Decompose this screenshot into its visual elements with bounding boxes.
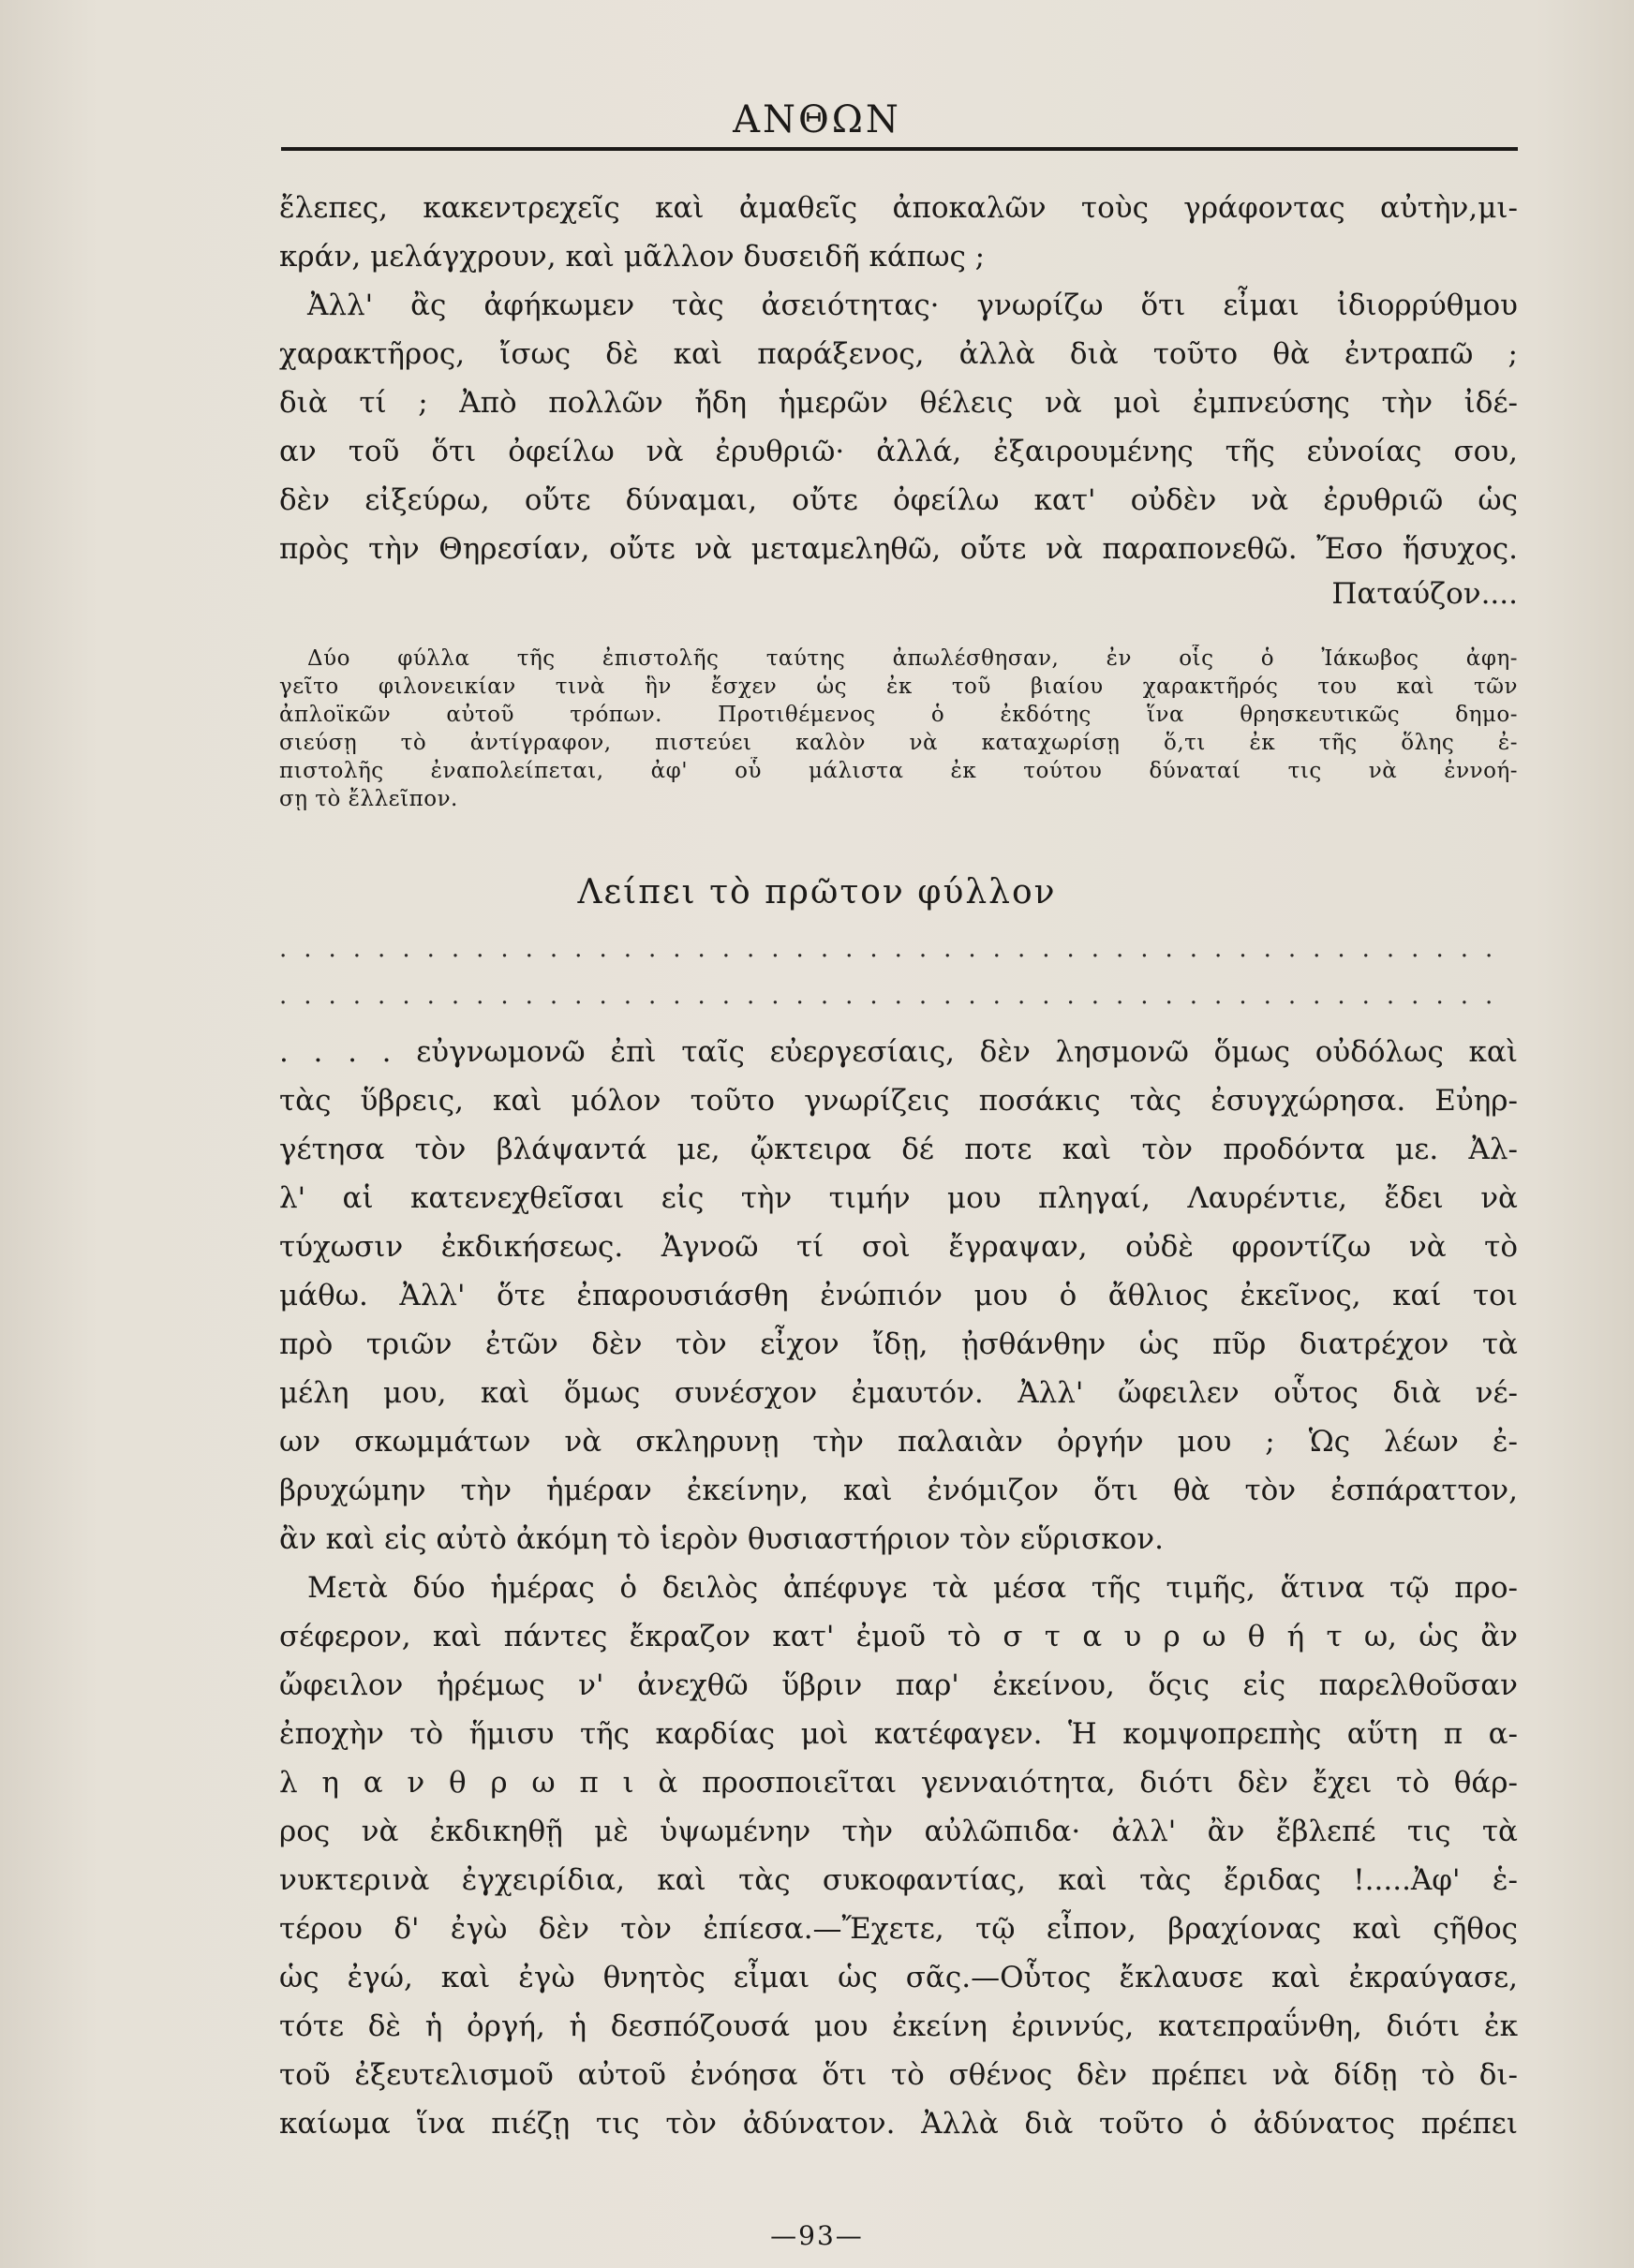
text-line: μέλη μου, καὶ ὅμως συνέσχον ἐμαυτόν. Ἀλλ' ὤφειλεν οὗτος διὰ νέ- — [279, 1376, 1518, 1410]
text-line: . . . . εὐγνωμονῶ ἐπὶ ταῖς εὐεργεσίαις, δὲν λησμονῶ ὅμως οὐδόλως καὶ — [279, 1035, 1518, 1069]
text-line: δὲν εἰξεύρω, οὔτε δύναμαι, οὔτε ὀφείλω κατ' οὐδὲν νὰ ἐρυθριῶ ὡς — [279, 483, 1518, 517]
text-line: διὰ τί ; Ἀπὸ πολλῶν ἤδη ἡμερῶν θέλεις νὰ μοὶ ἐμπνεύσης τὴν ἰδέ- — [279, 386, 1518, 420]
text-line: νυκτερινὰ ἐγχειρίδια, καὶ τὰς συκοφαντίας, καὶ τὰς ἔριδας !.....Ἀφ' ἑ- — [279, 1863, 1518, 1897]
note-line: σιεύσῃ τὸ ἀντίγραφον, πιστεύει καλὸν νὰ καταχωρίσῃ ὅ,τι ἐκ τῆς ὅλης ἐ- — [279, 731, 1518, 755]
text-line: Ἀλλ' ἂς ἀφήκωμεν τὰς ἀσειότητας· γνωρίζω ὅτι εἶμαι ἰδιορρύθμου — [307, 289, 1518, 322]
note-line: πιστολῆς ἐναπολείπεται, ἀφ' οὗ μάλιστα ἐκ τούτου δύναταί τις νὰ ἐννοή- — [279, 759, 1518, 783]
text-line: ἂν καὶ εἰς αὐτὸ ἀκόμη τὸ ἱερὸν θυσιαστήριον τὸν εὕρισκον. — [279, 1522, 1164, 1556]
editor-note — [279, 645, 1518, 813]
text-line: ἐποχὴν τὸ ἥμισυ τῆς καρδίας μοὶ κατέφαγεν. Ἡ κομψοπρεπὴς αὕτη π α- — [279, 1717, 1518, 1751]
text-line: τὰς ὕβρεις, καὶ μόλον τοῦτο γνωρίζεις ποσάκις τὰς ἐσυγχώρησα. Εὐηρ- — [279, 1084, 1518, 1118]
text-line: καίωμα ἵνα πιέζῃ τις τὸν ἀδύνατον. Ἀλλὰ διὰ τοῦτο ὁ ἀδύνατος πρέπει — [279, 2107, 1518, 2141]
text-line: ρος νὰ ἐκδικηθῇ μὲ ὑψωμένην τὴν αὐλῶπιδα· ἀλλ' ἂν ἔβλεπέ τις τὰ — [279, 1815, 1518, 1848]
top-paragraph — [279, 184, 1518, 615]
text-line: τοῦ ἐξευτελισμοῦ αὐτοῦ ἐνόησα ὅτι τὸ σθένος δὲν πρέπει νὰ δίδῃ τὸ δι- — [279, 2058, 1518, 2092]
text-line: μάθω. Ἀλλ' ὅτε ἐπαρουσιάσθη ἐνώπιόν μου ὁ ἄθλιος ἐκεῖνος, καί τοι — [279, 1279, 1518, 1312]
text-line: ὤφειλον ἠρέμως ν' ἀνεχθῶ ὕβριν παρ' ἐκείνου, ὅςις εἰς παρελθοῦσαν — [279, 1668, 1518, 1702]
text-line: λ' αἱ κατενεχθεῖσαι εἰς τὴν τιμήν μου πληγαί, Λαυρέντιε, ἔδει νὰ — [279, 1181, 1518, 1215]
text-line: ἔλεπες, κακεντρεχεῖς καὶ ἀμαθεῖς ἀποκαλῶν τοὺς γράφοντας αὐτὴν,μι- — [279, 191, 1518, 225]
running-header: ΑΝΘΩΝ — [733, 98, 901, 141]
text-line: πρὸς τὴν Θηρεσίαν, οὔτε νὰ μεταμεληθῶ, οὔτε νὰ παραπονεθῶ. Ἔσο ἥσυχος. — [279, 532, 1518, 566]
text-line: Μετὰ δύο ἡμέρας ὁ δειλὸς ἀπέφυγε τὰ μέσα τῆς τιμῆς, ἅτινα τῷ προ- — [307, 1571, 1518, 1605]
note-line: σῃ τὸ ἔλλεῖπον. — [279, 787, 458, 811]
note-line: Δύο φύλλα τῆς ἐπιστολῆς ταύτης ἀπωλέσθησαν, ἐν οἷς ὁ Ἰάκωβος ἀφη- — [307, 646, 1518, 671]
second-paragraph — [279, 1564, 1518, 2148]
text-line: κράν, μελάγχρουν, καὶ μᾶλλον δυσειδῆ κάπως ; — [279, 240, 986, 274]
ellipsis-row: .................................................. — [279, 982, 1510, 1010]
text-line: χαρακτῆρος, ἴσως δὲ καὶ παράξενος, ἀλλὰ διὰ τοῦτο θὰ ἐντραπῶ ; — [279, 337, 1518, 371]
note-line: γεῖτο φιλονεικίαν τινὰ ἣν ἔσχεν ὡς ἐκ τοῦ βιαίου χαρακτῆρός του καὶ τῶν — [279, 674, 1518, 699]
text-line: αν τοῦ ὅτι ὀφείλω νὰ ἐρυθριῶ· ἀλλά, ἐξαιρουμένης τῆς εὐνοίας σου, — [279, 435, 1518, 468]
page-number: —93— — [770, 2220, 864, 2251]
text-line: σέφερον, καὶ πάντες ἔκραζον κατ' ἐμοῦ τὸ σ τ α υ ρ ω θ ή τ ω, ὡς ἂν — [279, 1620, 1518, 1653]
note-line: ἀπλοϊκῶν αὐτοῦ τρόπων. Προτιθέμενος ὁ ἐκδότης ἵνα θρησκευτικῶς δημο- — [279, 703, 1518, 727]
text-line: τύχωσιν ἐκδικήσεως. Ἀγνοῶ τί σοὶ ἔγραψαν, οὐδὲ φροντίζω νὰ τὸ — [279, 1230, 1518, 1264]
text-line: γέτησα τὸν βλάψαντά με, ᾤκτειρα δέ ποτε καὶ τὸν προδόντα με. Ἀλ- — [279, 1133, 1518, 1166]
ellipsis-row: .................................................. — [279, 935, 1510, 963]
section-heading: Λείπει τὸ πρῶτον φύλλον — [577, 873, 1057, 912]
text-line: πρὸ τριῶν ἐτῶν δὲν τὸν εἶχον ἴδῃ, ᾐσθάνθην ὡς πῦρ διατρέχον τὰ — [279, 1327, 1518, 1361]
text-line: λ η α ν θ ρ ω π ι ὰ προσποιεῖται γενναιότητα, διότι δὲν ἔχει τὸ θάρ- — [279, 1766, 1518, 1800]
text-line: βρυχώμην τὴν ἡμέραν ἐκείνην, καὶ ἐνόμιζον ὅτι θὰ τὸν ἐσπάραττον, — [279, 1474, 1518, 1507]
main-paragraph — [279, 1028, 1518, 1564]
signature: Παταύζον.... — [1331, 577, 1518, 611]
text-line: ὡς ἐγώ, καὶ ἐγὼ θνητὸς εἶμαι ὡς σᾶς.—Οὗτος ἔκλαυσε καὶ ἐκραύγασε, — [279, 1961, 1518, 1994]
text-line: τέρου δ' ἐγὼ δὲν τὸν ἐπίεσα.—Ἔχετε, τῷ εἶπον, βραχίονας καὶ ςῆθος — [279, 1912, 1518, 1946]
text-line: τότε δὲ ἡ ὀργή, ἡ δεσπόζουσά μου ἐκείνη ἐριννύς, κατεπραΰνθη, διότι ἐκ — [279, 2009, 1518, 2043]
text-line: ων σκωμμάτων νὰ σκληρυνῃ τὴν παλαιὰν ὀργήν μου ; Ὡς λέων ἐ- — [279, 1425, 1518, 1459]
header-rule — [281, 147, 1518, 151]
